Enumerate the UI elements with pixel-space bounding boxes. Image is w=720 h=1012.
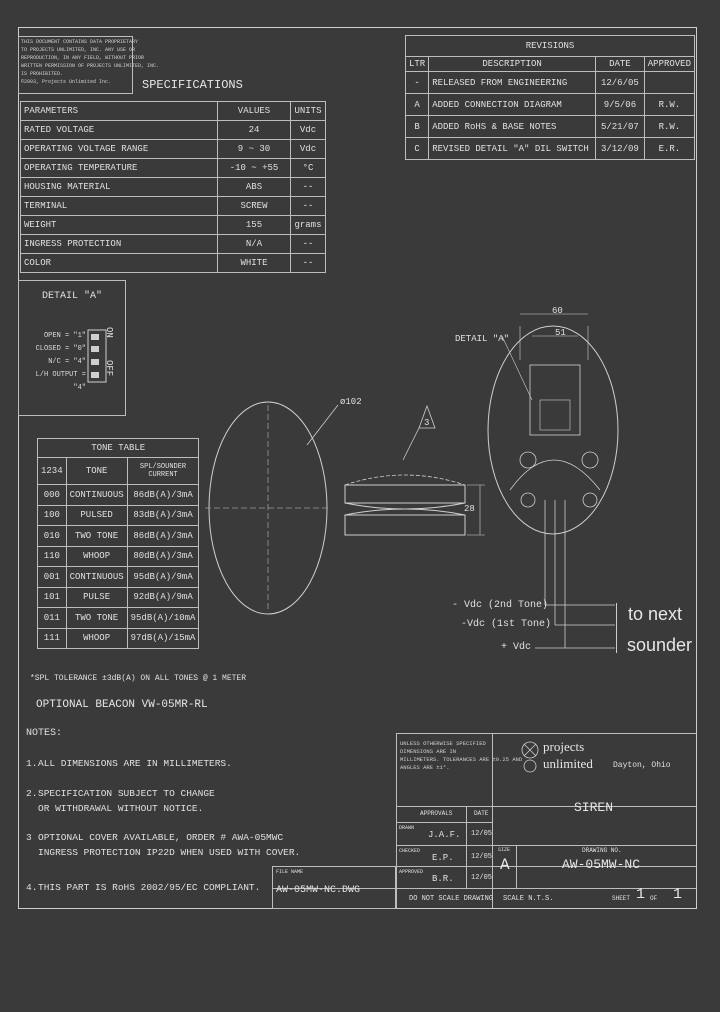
- spec-value: SCREW: [218, 197, 291, 216]
- approved-date: 12/05: [471, 874, 493, 882]
- table-row: [406, 116, 695, 138]
- revision-date: 12/6/05: [596, 72, 645, 94]
- tone-switch: 000: [38, 485, 67, 506]
- spec-parameter: COLOR: [21, 254, 218, 273]
- tone-switch: 100: [38, 505, 67, 526]
- width-51-label: 51: [555, 328, 566, 338]
- tone-table-title: TONE TABLE: [38, 439, 199, 458]
- note-line: INGRESS PROTECTION IP22D WHEN USED WITH COVER.: [38, 847, 301, 858]
- dil-off-label: OFF: [104, 360, 114, 377]
- notice-line: ©2003, Projects Unlimited Inc.: [21, 79, 112, 85]
- spec-parameter: OPERATING VOLTAGE RANGE: [21, 140, 218, 159]
- header-units: UNITS: [291, 102, 326, 121]
- spec-value: N/A: [218, 235, 291, 254]
- table-row: [38, 628, 199, 649]
- header-tone: TONE: [66, 458, 127, 485]
- drawn-label: DRAWN: [399, 825, 415, 831]
- dil-on-label: ON: [104, 327, 114, 338]
- dil-label: L/H OUTPUT = "4": [35, 371, 86, 392]
- revision-ltr: -: [406, 72, 429, 94]
- title-block-divider: [516, 845, 517, 888]
- spec-unit: grams: [291, 216, 326, 235]
- revision-description: ADDED CONNECTION DIAGRAM: [429, 94, 596, 116]
- revision-approved: E.R.: [644, 138, 694, 160]
- header-spl: SPL/SOUNDER CURRENT: [127, 458, 199, 485]
- table-row: [38, 505, 199, 526]
- tone-spl: 80dB(A)/3mA: [127, 546, 199, 567]
- spec-unit: °C: [291, 159, 326, 178]
- spec-parameter: WEIGHT: [21, 216, 218, 235]
- table-row: [406, 138, 695, 160]
- tone-name: CONTINUOUS: [66, 485, 127, 506]
- tone-title-row: [38, 439, 199, 458]
- tolerance-line: DIMENSIONS ARE IN: [400, 748, 457, 755]
- approved-by: B.R.: [432, 874, 454, 884]
- note-line: OR WITHDRAWAL WITHOUT NOTICE.: [38, 803, 204, 814]
- table-row: [406, 72, 695, 94]
- spec-unit: --: [291, 254, 326, 273]
- table-row: [38, 485, 199, 506]
- notes-title: NOTES:: [26, 728, 63, 739]
- table-row: [21, 197, 326, 216]
- tone-name: CONTINUOUS: [66, 567, 127, 588]
- table-row: [21, 216, 326, 235]
- notice-line: IS PROHIBITED.: [21, 71, 64, 77]
- proprietary-notice: [21, 38, 159, 86]
- tone-spl: 95dB(A)/9mA: [127, 567, 199, 588]
- do-not-scale-note: DO NOT SCALE DRAWING: [409, 895, 494, 903]
- detail-a-ref-label: DETAIL "A": [455, 334, 510, 344]
- title-block-divider: [466, 806, 467, 888]
- spec-parameter: OPERATING TEMPERATURE: [21, 159, 218, 178]
- notice-line: TO PROJECTS UNLIMITED, INC. ANY USE OR: [21, 47, 136, 53]
- note-number: 1.: [26, 758, 38, 769]
- tolerance-line: ANGLES ARE ±1°.: [400, 764, 450, 771]
- company-name-line2: unlimited: [543, 756, 593, 771]
- spec-value: 9 ~ 30: [218, 140, 291, 159]
- revision-approved: R.W.: [644, 94, 694, 116]
- spec-value: -10 ~ +55: [218, 159, 291, 178]
- specifications-table: [20, 101, 326, 273]
- note-line: SPECIFICATION SUBJECT TO CHANGE: [38, 788, 215, 799]
- to-next-sounder-line1: to next: [628, 604, 683, 624]
- table-row: [406, 94, 695, 116]
- note-line: THIS PART IS RoHS 2002/95/EC COMPLIANT.: [38, 882, 261, 893]
- table-row: [38, 587, 199, 608]
- wire-label-1st-tone: -Vdc (1st Tone): [461, 619, 552, 630]
- spec-value: WHITE: [218, 254, 291, 273]
- drawing-no: AW-05MW-NC: [562, 857, 641, 872]
- tone-switch: 010: [38, 526, 67, 547]
- tone-switch: 011: [38, 608, 67, 629]
- spec-unit: --: [291, 235, 326, 254]
- approved-label: APPROVED: [399, 869, 424, 875]
- spec-unit: --: [291, 197, 326, 216]
- siren-drawing: [195, 385, 505, 630]
- detail-a-title: DETAIL "A": [42, 291, 103, 302]
- tone-name: TWO TONE: [66, 608, 127, 629]
- diameter-label: ø102: [340, 397, 362, 407]
- dil-label: OPEN = "1": [43, 332, 86, 340]
- title-block-line: [396, 806, 696, 807]
- tone-switch: 110: [38, 546, 67, 567]
- table-row: [38, 526, 199, 547]
- dil-label: CLOSED = "0": [35, 345, 86, 353]
- spec-parameter: HOUSING MATERIAL: [21, 178, 218, 197]
- note-number: 2.: [26, 788, 38, 799]
- to-next-sounder-line2: sounder: [627, 635, 693, 655]
- tone-table: [37, 438, 199, 649]
- revision-ltr: A: [406, 94, 429, 116]
- tone-spl: 97dB(A)/15mA: [127, 628, 199, 649]
- drawn-date: 12/05: [471, 830, 493, 838]
- notice-line: WRITTEN PERMISSION OF PROJECTS UNLIMITED, INC.: [21, 63, 160, 69]
- title-block-divider: [396, 733, 397, 909]
- tone-name: TWO TONE: [66, 526, 127, 547]
- header-ltr: LTR: [406, 57, 429, 72]
- tone-spl: 95dB(A)/10mA: [127, 608, 199, 629]
- sheet-number: 1: [636, 886, 646, 903]
- drawn-by: J.A.F.: [428, 830, 461, 840]
- revision-ltr: B: [406, 116, 429, 138]
- optional-beacon-text: OPTIONAL BEACON VW-05MR-RL: [36, 699, 208, 711]
- revision-description: RELEASED FROM ENGINEERING: [429, 72, 596, 94]
- table-header-row: [38, 458, 199, 485]
- revision-description: REVISED DETAIL "A" DIL SWITCH: [429, 138, 596, 160]
- table-row: [21, 159, 326, 178]
- width-60-label: 60: [552, 306, 563, 316]
- size-value: A: [500, 856, 510, 874]
- header-switch: 1234: [38, 458, 67, 485]
- spec-value: ABS: [218, 178, 291, 197]
- wire-label-2nd-tone: - Vdc (2nd Tone): [452, 600, 549, 611]
- spec-parameter: INGRESS PROTECTION: [21, 235, 218, 254]
- tone-spl: 86dB(A)/3mA: [127, 485, 199, 506]
- title-block-line: [396, 866, 696, 867]
- revision-ltr: C: [406, 138, 429, 160]
- tolerance-line: MILLIMETERS. TOLERANCES ARE ±0.25 AND: [400, 756, 523, 763]
- table-header-row: [21, 102, 326, 121]
- tone-switch: 111: [38, 628, 67, 649]
- header-approved: APPROVED: [644, 57, 694, 72]
- table-row: [38, 546, 199, 567]
- checked-by: E.P.: [432, 853, 454, 863]
- notice-line: REPRODUCTION, IN ANY FIELD, WITHOUT PRIOR: [21, 55, 145, 61]
- dil-label: N/C = "4": [48, 358, 86, 366]
- drawing-no-label: DRAWING NO.: [582, 847, 622, 854]
- tone-name: WHOOP: [66, 546, 127, 567]
- approvals-header: APPROVALS: [420, 810, 453, 817]
- tone-spl: 92dB(A)/9mA: [127, 587, 199, 608]
- spec-unit: Vdc: [291, 121, 326, 140]
- header-parameters: PARAMETERS: [21, 102, 218, 121]
- of-label: OF: [650, 895, 658, 902]
- revision-approved: R.W.: [644, 116, 694, 138]
- title-block-line: [396, 822, 492, 823]
- tone-name: WHOOP: [66, 628, 127, 649]
- table-row: [21, 235, 326, 254]
- drawing-title: SIREN: [574, 800, 614, 815]
- spec-parameter: RATED VOLTAGE: [21, 121, 218, 140]
- note-number: 3: [26, 832, 32, 843]
- file-name-label: FILE NAME: [276, 869, 304, 875]
- revision-date: 3/12/09: [596, 138, 645, 160]
- specifications-title: SPECIFICATIONS: [142, 78, 243, 92]
- header-description: DESCRIPTION: [429, 57, 596, 72]
- sheet-label: SHEET: [612, 895, 631, 902]
- table-row: [21, 121, 326, 140]
- revision-date: 5/21/07: [596, 116, 645, 138]
- scale-label: SCALE N.T.S.: [503, 895, 554, 903]
- tone-name: PULSE: [66, 587, 127, 608]
- notice-line: THIS DOCUMENT CONTAINS DATA PROPRIETARY: [21, 39, 139, 45]
- title-block-line: [396, 845, 696, 846]
- tone-switch: 101: [38, 587, 67, 608]
- tone-name: PULSED: [66, 505, 127, 526]
- revisions-table: [405, 35, 695, 160]
- tolerance-note: [400, 740, 522, 772]
- spec-parameter: TERMINAL: [21, 197, 218, 216]
- table-row: [38, 567, 199, 588]
- checked-date: 12/05: [471, 853, 493, 861]
- wire-label-positive: + Vdc: [501, 642, 532, 653]
- tone-spl: 86dB(A)/3mA: [127, 526, 199, 547]
- revision-date: 9/5/06: [596, 94, 645, 116]
- spec-unit: --: [291, 178, 326, 197]
- note-number: 4.: [26, 882, 38, 893]
- revisions-title: REVISIONS: [406, 36, 695, 57]
- size-label: SIZE: [498, 847, 511, 853]
- table-row: [21, 254, 326, 273]
- revision-approved: [644, 72, 694, 94]
- height-label: 28: [464, 504, 475, 514]
- note-line: ALL DIMENSIONS ARE IN MILLIMETERS.: [38, 758, 232, 769]
- tolerance-line: UNLESS OTHERWISE SPECIFIED: [400, 740, 486, 747]
- table-row: [21, 178, 326, 197]
- sheet-total: 1: [673, 886, 683, 903]
- revisions-title-row: [406, 36, 695, 57]
- title-block-top-line: [396, 733, 696, 734]
- spec-value: 155: [218, 216, 291, 235]
- checked-label: CHECKED: [399, 848, 421, 854]
- company-city: Dayton, Ohio: [613, 761, 671, 770]
- note-line: OPTIONAL COVER AVAILABLE, ORDER # AWA-05MWC: [38, 832, 284, 843]
- table-row: [21, 140, 326, 159]
- company-name-line1: projects: [543, 739, 585, 754]
- wire-bracket: [612, 603, 617, 653]
- tone-table-footnote: *SPL TOLERANCE ±3dB(A) ON ALL TONES @ 1 METER: [30, 674, 247, 683]
- header-values: VALUES: [218, 102, 291, 121]
- table-row: [38, 608, 199, 629]
- revision-description: ADDED RoHS & BASE NOTES: [429, 116, 596, 138]
- company-logo-icon: [519, 738, 541, 774]
- table-header-row: [406, 57, 695, 72]
- spec-value: 24: [218, 121, 291, 140]
- tone-spl: 83dB(A)/3mA: [127, 505, 199, 526]
- spec-unit: Vdc: [291, 140, 326, 159]
- file-name: AW-05MW-NC.DWG: [276, 885, 361, 896]
- tone-switch: 001: [38, 567, 67, 588]
- header-date: DATE: [596, 57, 645, 72]
- date-header: DATE: [474, 810, 489, 817]
- cover-callout-number: 3: [424, 418, 430, 428]
- dil-switch-labels: [28, 330, 86, 395]
